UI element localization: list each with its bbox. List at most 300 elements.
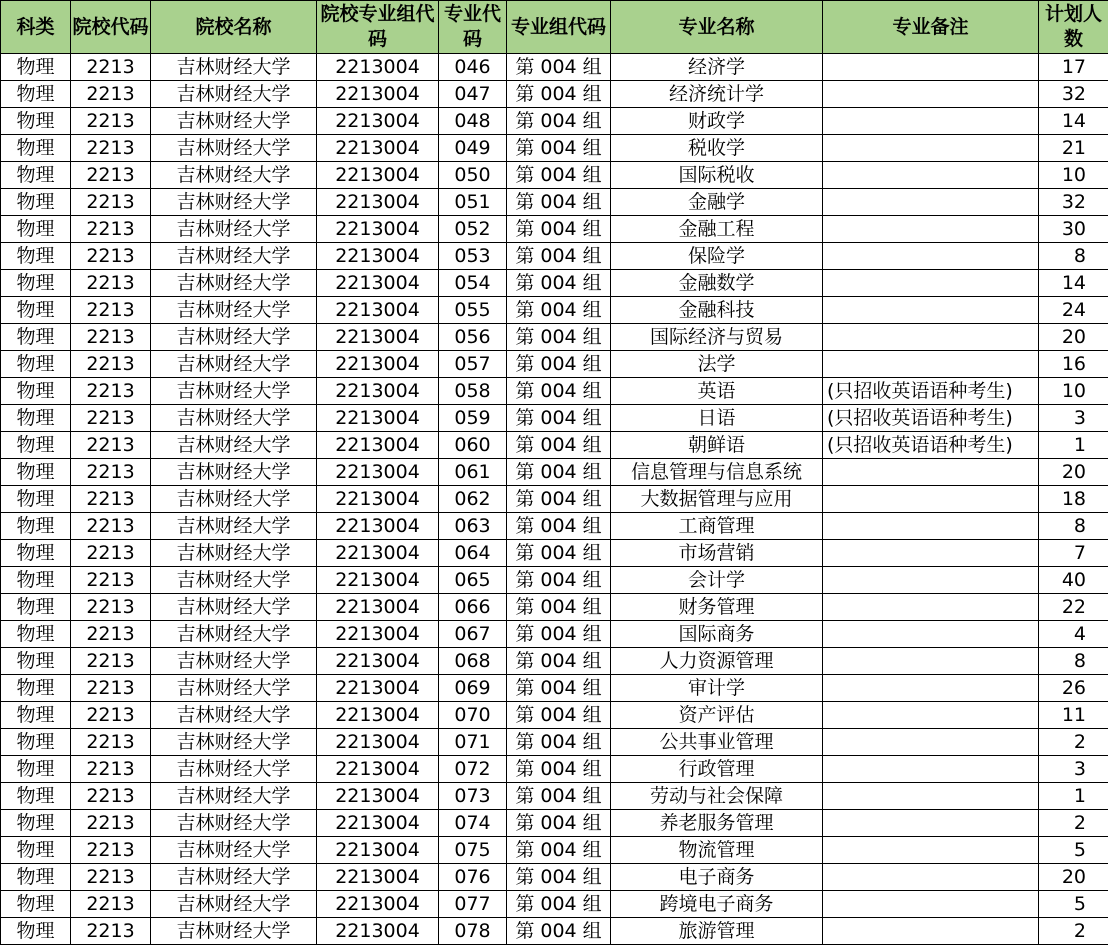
- cell-school-code: 2213: [71, 432, 151, 459]
- cell-school-name: 吉林财经大学: [151, 189, 317, 216]
- cell-category: 物理: [1, 162, 71, 189]
- cell-school-group-code: 2213004: [317, 675, 439, 702]
- cell-category: 物理: [1, 81, 71, 108]
- header-category: 科类: [1, 1, 71, 54]
- cell-school-group-code: 2213004: [317, 54, 439, 81]
- cell-school-group-code: 2213004: [317, 486, 439, 513]
- table-row: [1, 648, 1108, 675]
- cell-plan-count: 2: [1039, 729, 1108, 756]
- table-row: [1, 405, 1108, 432]
- cell-school-group-code: 2213004: [317, 594, 439, 621]
- cell-school-name: 吉林财经大学: [151, 243, 317, 270]
- table-row: [1, 756, 1108, 783]
- cell-group-code: 第 004 组: [507, 216, 611, 243]
- cell-major-name: 英语: [611, 378, 823, 405]
- cell-major-name: 会计学: [611, 567, 823, 594]
- cell-major-code: 051: [439, 189, 507, 216]
- cell-category: 物理: [1, 243, 71, 270]
- cell-school-name: 吉林财经大学: [151, 675, 317, 702]
- cell-plan-count: 40: [1039, 567, 1108, 594]
- cell-school-group-code: 2213004: [317, 648, 439, 675]
- cell-plan-count: 20: [1039, 864, 1108, 891]
- cell-school-group-code: 2213004: [317, 540, 439, 567]
- cell-school-group-code: 2213004: [317, 216, 439, 243]
- table-row: [1, 297, 1108, 324]
- cell-school-name: 吉林财经大学: [151, 540, 317, 567]
- cell-group-code: 第 004 组: [507, 243, 611, 270]
- cell-major-code: 055: [439, 297, 507, 324]
- cell-group-code: 第 004 组: [507, 540, 611, 567]
- cell-category: 物理: [1, 837, 71, 864]
- cell-major-code: 046: [439, 54, 507, 81]
- cell-plan-count: 16: [1039, 351, 1108, 378]
- cell-school-code: 2213: [71, 567, 151, 594]
- table-row: [1, 189, 1108, 216]
- cell-school-name: 吉林财经大学: [151, 216, 317, 243]
- cell-major-note: [823, 108, 1039, 135]
- cell-major-code: 058: [439, 378, 507, 405]
- cell-category: 物理: [1, 189, 71, 216]
- cell-plan-count: 22: [1039, 594, 1108, 621]
- cell-major-name: 金融科技: [611, 297, 823, 324]
- table-body: [1, 54, 1108, 945]
- cell-category: 物理: [1, 594, 71, 621]
- header-plan-count: 计划人数: [1039, 1, 1108, 54]
- header-group-code: 专业组代码: [507, 1, 611, 54]
- cell-school-code: 2213: [71, 621, 151, 648]
- cell-major-name: 国际经济与贸易: [611, 324, 823, 351]
- table-row: [1, 783, 1108, 810]
- cell-major-note: [823, 864, 1039, 891]
- cell-group-code: 第 004 组: [507, 54, 611, 81]
- cell-major-name: 财务管理: [611, 594, 823, 621]
- cell-school-group-code: 2213004: [317, 810, 439, 837]
- cell-major-code: 060: [439, 432, 507, 459]
- cell-group-code: 第 004 组: [507, 648, 611, 675]
- cell-major-note: [823, 540, 1039, 567]
- cell-plan-count: 8: [1039, 243, 1108, 270]
- cell-school-name: 吉林财经大学: [151, 162, 317, 189]
- cell-group-code: 第 004 组: [507, 135, 611, 162]
- cell-school-code: 2213: [71, 675, 151, 702]
- cell-school-group-code: 2213004: [317, 162, 439, 189]
- cell-major-note: [823, 216, 1039, 243]
- table-row: [1, 837, 1108, 864]
- cell-school-group-code: 2213004: [317, 378, 439, 405]
- cell-major-name: 经济统计学: [611, 81, 823, 108]
- table-row: [1, 270, 1108, 297]
- cell-school-name: 吉林财经大学: [151, 837, 317, 864]
- cell-school-name: 吉林财经大学: [151, 297, 317, 324]
- cell-category: 物理: [1, 378, 71, 405]
- cell-group-code: 第 004 组: [507, 324, 611, 351]
- cell-plan-count: 21: [1039, 135, 1108, 162]
- cell-major-name: 养老服务管理: [611, 810, 823, 837]
- cell-school-name: 吉林财经大学: [151, 351, 317, 378]
- cell-school-group-code: 2213004: [317, 135, 439, 162]
- cell-school-code: 2213: [71, 297, 151, 324]
- cell-major-note: [823, 702, 1039, 729]
- cell-school-name: 吉林财经大学: [151, 783, 317, 810]
- cell-group-code: 第 004 组: [507, 351, 611, 378]
- cell-school-code: 2213: [71, 378, 151, 405]
- cell-category: 物理: [1, 108, 71, 135]
- cell-school-group-code: 2213004: [317, 432, 439, 459]
- cell-major-note: (只招收英语语种考生): [823, 405, 1039, 432]
- cell-school-code: 2213: [71, 810, 151, 837]
- cell-group-code: 第 004 组: [507, 432, 611, 459]
- cell-school-code: 2213: [71, 837, 151, 864]
- table-row: [1, 243, 1108, 270]
- cell-category: 物理: [1, 810, 71, 837]
- cell-major-code: 062: [439, 486, 507, 513]
- table-row: [1, 621, 1108, 648]
- table-row: [1, 594, 1108, 621]
- cell-major-name: 税收学: [611, 135, 823, 162]
- cell-school-code: 2213: [71, 864, 151, 891]
- cell-major-note: [823, 486, 1039, 513]
- table-row: [1, 432, 1108, 459]
- cell-category: 物理: [1, 135, 71, 162]
- cell-plan-count: 20: [1039, 459, 1108, 486]
- cell-category: 物理: [1, 459, 71, 486]
- cell-major-name: 市场营销: [611, 540, 823, 567]
- cell-school-name: 吉林财经大学: [151, 513, 317, 540]
- cell-group-code: 第 004 组: [507, 162, 611, 189]
- cell-major-code: 067: [439, 621, 507, 648]
- cell-major-note: [823, 513, 1039, 540]
- cell-category: 物理: [1, 918, 71, 945]
- cell-category: 物理: [1, 891, 71, 918]
- cell-group-code: 第 004 组: [507, 297, 611, 324]
- cell-plan-count: 3: [1039, 405, 1108, 432]
- cell-group-code: 第 004 组: [507, 918, 611, 945]
- cell-group-code: 第 004 组: [507, 594, 611, 621]
- cell-major-note: [823, 324, 1039, 351]
- table-row: [1, 54, 1108, 81]
- cell-group-code: 第 004 组: [507, 810, 611, 837]
- cell-school-group-code: 2213004: [317, 837, 439, 864]
- cell-plan-count: 5: [1039, 891, 1108, 918]
- table-row: [1, 135, 1108, 162]
- cell-school-code: 2213: [71, 702, 151, 729]
- cell-plan-count: 8: [1039, 513, 1108, 540]
- cell-category: 物理: [1, 864, 71, 891]
- cell-plan-count: 14: [1039, 270, 1108, 297]
- cell-major-code: 071: [439, 729, 507, 756]
- cell-major-name: 工商管理: [611, 513, 823, 540]
- cell-major-note: [823, 729, 1039, 756]
- cell-major-name: 国际税收: [611, 162, 823, 189]
- header-major-code: 专业代码: [439, 1, 507, 54]
- cell-group-code: 第 004 组: [507, 270, 611, 297]
- cell-school-name: 吉林财经大学: [151, 405, 317, 432]
- cell-plan-count: 4: [1039, 621, 1108, 648]
- cell-major-note: [823, 594, 1039, 621]
- cell-category: 物理: [1, 432, 71, 459]
- cell-school-code: 2213: [71, 216, 151, 243]
- cell-group-code: 第 004 组: [507, 756, 611, 783]
- cell-major-code: 048: [439, 108, 507, 135]
- cell-school-name: 吉林财经大学: [151, 810, 317, 837]
- cell-major-code: 053: [439, 243, 507, 270]
- cell-major-note: [823, 918, 1039, 945]
- cell-plan-count: 10: [1039, 378, 1108, 405]
- cell-major-name: 劳动与社会保障: [611, 783, 823, 810]
- cell-major-name: 日语: [611, 405, 823, 432]
- cell-major-code: 076: [439, 864, 507, 891]
- cell-major-note: [823, 783, 1039, 810]
- table-row: [1, 81, 1108, 108]
- cell-major-code: 064: [439, 540, 507, 567]
- cell-major-name: 保险学: [611, 243, 823, 270]
- cell-major-code: 059: [439, 405, 507, 432]
- cell-school-name: 吉林财经大学: [151, 702, 317, 729]
- table-row: [1, 216, 1108, 243]
- cell-major-code: 054: [439, 270, 507, 297]
- cell-plan-count: 24: [1039, 297, 1108, 324]
- table-row: [1, 351, 1108, 378]
- cell-category: 物理: [1, 540, 71, 567]
- cell-group-code: 第 004 组: [507, 621, 611, 648]
- cell-category: 物理: [1, 702, 71, 729]
- table-row: [1, 567, 1108, 594]
- cell-school-code: 2213: [71, 405, 151, 432]
- table-row: [1, 459, 1108, 486]
- cell-school-name: 吉林财经大学: [151, 81, 317, 108]
- cell-major-note: [823, 54, 1039, 81]
- cell-plan-count: 7: [1039, 540, 1108, 567]
- header-major-note: 专业备注: [823, 1, 1039, 54]
- table-row: [1, 729, 1108, 756]
- cell-major-name: 财政学: [611, 108, 823, 135]
- cell-school-group-code: 2213004: [317, 351, 439, 378]
- cell-school-name: 吉林财经大学: [151, 54, 317, 81]
- cell-plan-count: 26: [1039, 675, 1108, 702]
- cell-group-code: 第 004 组: [507, 891, 611, 918]
- cell-category: 物理: [1, 297, 71, 324]
- cell-major-name: 金融数学: [611, 270, 823, 297]
- cell-major-note: [823, 243, 1039, 270]
- cell-group-code: 第 004 组: [507, 864, 611, 891]
- cell-plan-count: 3: [1039, 756, 1108, 783]
- cell-school-code: 2213: [71, 459, 151, 486]
- cell-major-name: 旅游管理: [611, 918, 823, 945]
- cell-school-group-code: 2213004: [317, 756, 439, 783]
- cell-major-code: 047: [439, 81, 507, 108]
- cell-major-name: 人力资源管理: [611, 648, 823, 675]
- cell-major-code: 077: [439, 891, 507, 918]
- cell-school-code: 2213: [71, 162, 151, 189]
- cell-category: 物理: [1, 513, 71, 540]
- cell-school-group-code: 2213004: [317, 702, 439, 729]
- cell-school-name: 吉林财经大学: [151, 594, 317, 621]
- cell-group-code: 第 004 组: [507, 675, 611, 702]
- cell-plan-count: 32: [1039, 189, 1108, 216]
- cell-category: 物理: [1, 54, 71, 81]
- cell-school-name: 吉林财经大学: [151, 108, 317, 135]
- cell-school-name: 吉林财经大学: [151, 432, 317, 459]
- cell-major-name: 法学: [611, 351, 823, 378]
- cell-group-code: 第 004 组: [507, 513, 611, 540]
- cell-school-name: 吉林财经大学: [151, 756, 317, 783]
- cell-category: 物理: [1, 270, 71, 297]
- cell-school-name: 吉林财经大学: [151, 324, 317, 351]
- cell-major-note: [823, 135, 1039, 162]
- cell-major-code: 072: [439, 756, 507, 783]
- cell-group-code: 第 004 组: [507, 486, 611, 513]
- cell-plan-count: 11: [1039, 702, 1108, 729]
- table-row: [1, 540, 1108, 567]
- table-row: [1, 864, 1108, 891]
- cell-major-code: 074: [439, 810, 507, 837]
- cell-major-name: 金融学: [611, 189, 823, 216]
- table-row: [1, 486, 1108, 513]
- cell-group-code: 第 004 组: [507, 378, 611, 405]
- cell-major-name: 金融工程: [611, 216, 823, 243]
- cell-major-code: 052: [439, 216, 507, 243]
- cell-school-code: 2213: [71, 54, 151, 81]
- cell-school-code: 2213: [71, 648, 151, 675]
- cell-major-note: [823, 621, 1039, 648]
- cell-school-code: 2213: [71, 189, 151, 216]
- table-row: [1, 513, 1108, 540]
- cell-group-code: 第 004 组: [507, 837, 611, 864]
- cell-school-name: 吉林财经大学: [151, 486, 317, 513]
- cell-school-code: 2213: [71, 594, 151, 621]
- cell-school-name: 吉林财经大学: [151, 135, 317, 162]
- cell-school-name: 吉林财经大学: [151, 270, 317, 297]
- cell-group-code: 第 004 组: [507, 567, 611, 594]
- cell-school-group-code: 2213004: [317, 621, 439, 648]
- cell-major-note: [823, 837, 1039, 864]
- cell-major-note: [823, 675, 1039, 702]
- cell-plan-count: 1: [1039, 432, 1108, 459]
- table-row: [1, 108, 1108, 135]
- cell-category: 物理: [1, 324, 71, 351]
- cell-major-code: 075: [439, 837, 507, 864]
- cell-major-code: 061: [439, 459, 507, 486]
- cell-school-name: 吉林财经大学: [151, 378, 317, 405]
- cell-major-note: [823, 648, 1039, 675]
- cell-plan-count: 32: [1039, 81, 1108, 108]
- cell-school-group-code: 2213004: [317, 918, 439, 945]
- cell-school-group-code: 2213004: [317, 243, 439, 270]
- cell-major-code: 068: [439, 648, 507, 675]
- table-row: [1, 324, 1108, 351]
- cell-major-name: 跨境电子商务: [611, 891, 823, 918]
- cell-category: 物理: [1, 351, 71, 378]
- cell-plan-count: 18: [1039, 486, 1108, 513]
- cell-school-group-code: 2213004: [317, 567, 439, 594]
- cell-school-group-code: 2213004: [317, 189, 439, 216]
- cell-school-group-code: 2213004: [317, 729, 439, 756]
- cell-school-code: 2213: [71, 756, 151, 783]
- cell-school-group-code: 2213004: [317, 513, 439, 540]
- cell-school-name: 吉林财经大学: [151, 648, 317, 675]
- cell-major-note: [823, 351, 1039, 378]
- cell-plan-count: 2: [1039, 810, 1108, 837]
- cell-school-group-code: 2213004: [317, 270, 439, 297]
- cell-category: 物理: [1, 783, 71, 810]
- cell-major-note: [823, 567, 1039, 594]
- cell-school-group-code: 2213004: [317, 864, 439, 891]
- cell-school-code: 2213: [71, 513, 151, 540]
- header-school-code: 院校代码: [71, 1, 151, 54]
- cell-school-group-code: 2213004: [317, 108, 439, 135]
- cell-school-code: 2213: [71, 486, 151, 513]
- cell-major-code: 049: [439, 135, 507, 162]
- cell-group-code: 第 004 组: [507, 189, 611, 216]
- cell-group-code: 第 004 组: [507, 702, 611, 729]
- cell-plan-count: 20: [1039, 324, 1108, 351]
- cell-group-code: 第 004 组: [507, 783, 611, 810]
- header-school-group-code: 院校专业组代码: [317, 1, 439, 54]
- cell-major-note: [823, 459, 1039, 486]
- cell-major-name: 电子商务: [611, 864, 823, 891]
- cell-category: 物理: [1, 621, 71, 648]
- table-row: [1, 702, 1108, 729]
- cell-school-code: 2213: [71, 108, 151, 135]
- cell-plan-count: 8: [1039, 648, 1108, 675]
- cell-major-code: 069: [439, 675, 507, 702]
- cell-major-code: 070: [439, 702, 507, 729]
- cell-school-group-code: 2213004: [317, 81, 439, 108]
- cell-major-note: [823, 81, 1039, 108]
- cell-plan-count: 5: [1039, 837, 1108, 864]
- cell-major-name: 朝鲜语: [611, 432, 823, 459]
- cell-school-code: 2213: [71, 540, 151, 567]
- cell-school-code: 2213: [71, 729, 151, 756]
- cell-major-name: 公共事业管理: [611, 729, 823, 756]
- cell-school-code: 2213: [71, 135, 151, 162]
- cell-school-name: 吉林财经大学: [151, 729, 317, 756]
- cell-major-name: 经济学: [611, 54, 823, 81]
- cell-major-code: 073: [439, 783, 507, 810]
- cell-plan-count: 10: [1039, 162, 1108, 189]
- cell-school-group-code: 2213004: [317, 324, 439, 351]
- cell-major-code: 066: [439, 594, 507, 621]
- cell-school-name: 吉林财经大学: [151, 621, 317, 648]
- cell-plan-count: 14: [1039, 108, 1108, 135]
- cell-major-name: 物流管理: [611, 837, 823, 864]
- cell-school-group-code: 2213004: [317, 297, 439, 324]
- cell-school-code: 2213: [71, 243, 151, 270]
- cell-major-code: 056: [439, 324, 507, 351]
- cell-school-code: 2213: [71, 324, 151, 351]
- cell-school-group-code: 2213004: [317, 891, 439, 918]
- cell-major-note: (只招收英语语种考生): [823, 432, 1039, 459]
- cell-plan-count: 17: [1039, 54, 1108, 81]
- header-row: [1, 1, 1108, 54]
- cell-major-note: [823, 297, 1039, 324]
- cell-school-code: 2213: [71, 270, 151, 297]
- cell-group-code: 第 004 组: [507, 108, 611, 135]
- cell-school-name: 吉林财经大学: [151, 567, 317, 594]
- cell-major-name: 审计学: [611, 675, 823, 702]
- cell-major-code: 065: [439, 567, 507, 594]
- cell-category: 物理: [1, 648, 71, 675]
- header-major-name: 专业名称: [611, 1, 823, 54]
- cell-major-note: [823, 756, 1039, 783]
- cell-school-name: 吉林财经大学: [151, 864, 317, 891]
- table-row: [1, 810, 1108, 837]
- cell-plan-count: 1: [1039, 783, 1108, 810]
- cell-category: 物理: [1, 567, 71, 594]
- cell-major-name: 资产评估: [611, 702, 823, 729]
- cell-school-code: 2213: [71, 783, 151, 810]
- cell-school-name: 吉林财经大学: [151, 918, 317, 945]
